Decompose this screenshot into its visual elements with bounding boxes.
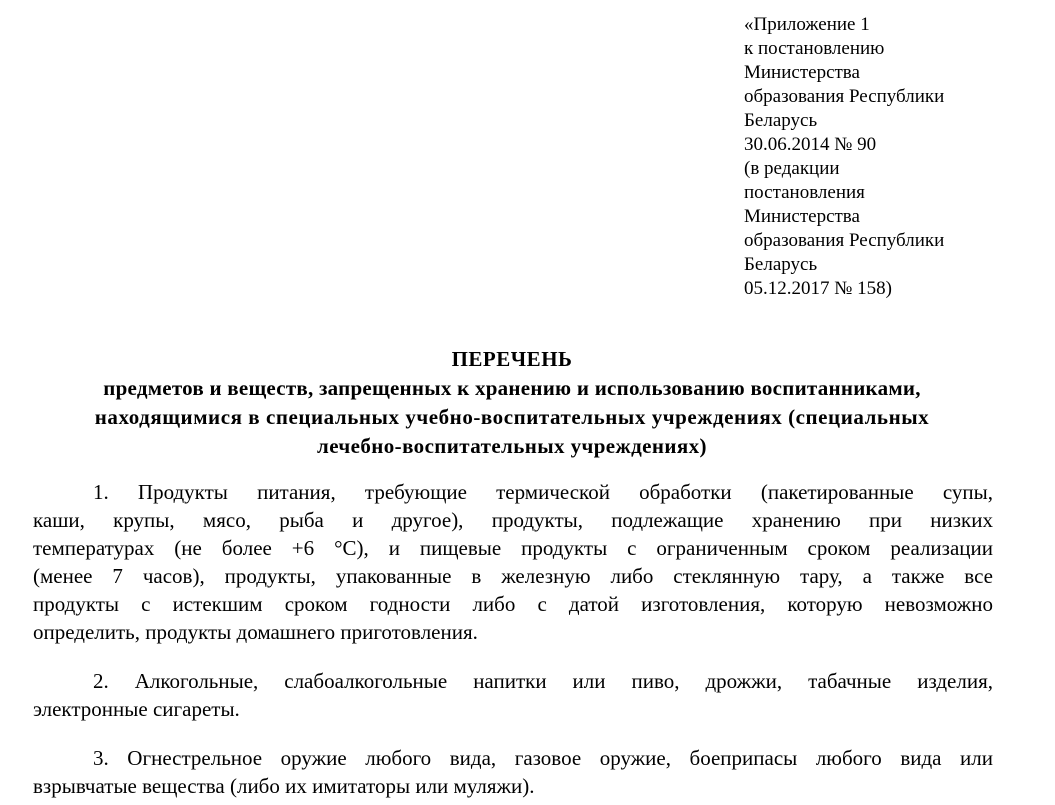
paragraph-line: определить, продукты домашнего приготовления. [33, 620, 478, 644]
paragraph-line: 2. Алкогольные, слабоалкогольные напитки или пиво, дрожжи, табачные изделия, [93, 669, 993, 693]
appendix-line: к постановлению [744, 38, 885, 59]
paragraph-line: 1. Продукты питания, требующие термической обработки (пакетированные супы, [93, 480, 993, 504]
paragraph-line: (менее 7 часов), продукты, упакованные в железную либо стеклянную тару, а также все [33, 564, 993, 588]
appendix-line: образования Республики [744, 86, 945, 107]
appendix-line: Беларусь [744, 110, 818, 131]
appendix-line: 05.12.2017 № 158) [744, 278, 892, 299]
appendix-line: (в редакции [744, 158, 840, 179]
list-item-1 [33, 478, 993, 646]
paragraph-line: температурах (не более +6 °С), и пищевые продукты с ограниченным сроком реализации [33, 536, 993, 560]
document-title [30, 345, 994, 461]
title-subtitle-line: предметов и веществ, запрещенных к хранению и использованию воспитанниками, [103, 376, 921, 400]
paragraph-line: каши, крупы, мясо, рыба и другое), продукты, подлежащие хранению при низких [33, 508, 993, 532]
appendix-line: Министерства [744, 62, 860, 83]
title-heading: ПЕРЕЧЕНЬ [451, 347, 573, 371]
appendix-line: «Приложение 1 [744, 14, 870, 35]
appendix-line: Беларусь [744, 254, 818, 275]
paragraph-line: продукты с истекшим сроком годности либо с датой изготовления, которую невозможно [33, 592, 993, 616]
appendix-line: образования Республики [744, 230, 945, 251]
list-item-2 [33, 667, 993, 723]
paragraph-line: электронные сигареты. [33, 697, 240, 721]
paragraph-line: 3. Огнестрельное оружие любого вида, газовое оружие, боеприпасы любого вида или [93, 746, 993, 770]
appendix-line: постановления [744, 182, 865, 203]
list-item-3 [33, 744, 993, 800]
title-subtitle-line: лечебно-воспитательных учреждениях) [317, 434, 707, 458]
appendix-reference [744, 13, 1044, 301]
paragraph-line: взрывчатые вещества (либо их имитаторы или муляжи). [33, 774, 535, 798]
title-subtitle-line: находящимися в специальных учебно-воспитательных учреждениях (специальных [94, 405, 930, 429]
appendix-line: 30.06.2014 № 90 [744, 134, 877, 155]
appendix-line: Министерства [744, 206, 860, 227]
